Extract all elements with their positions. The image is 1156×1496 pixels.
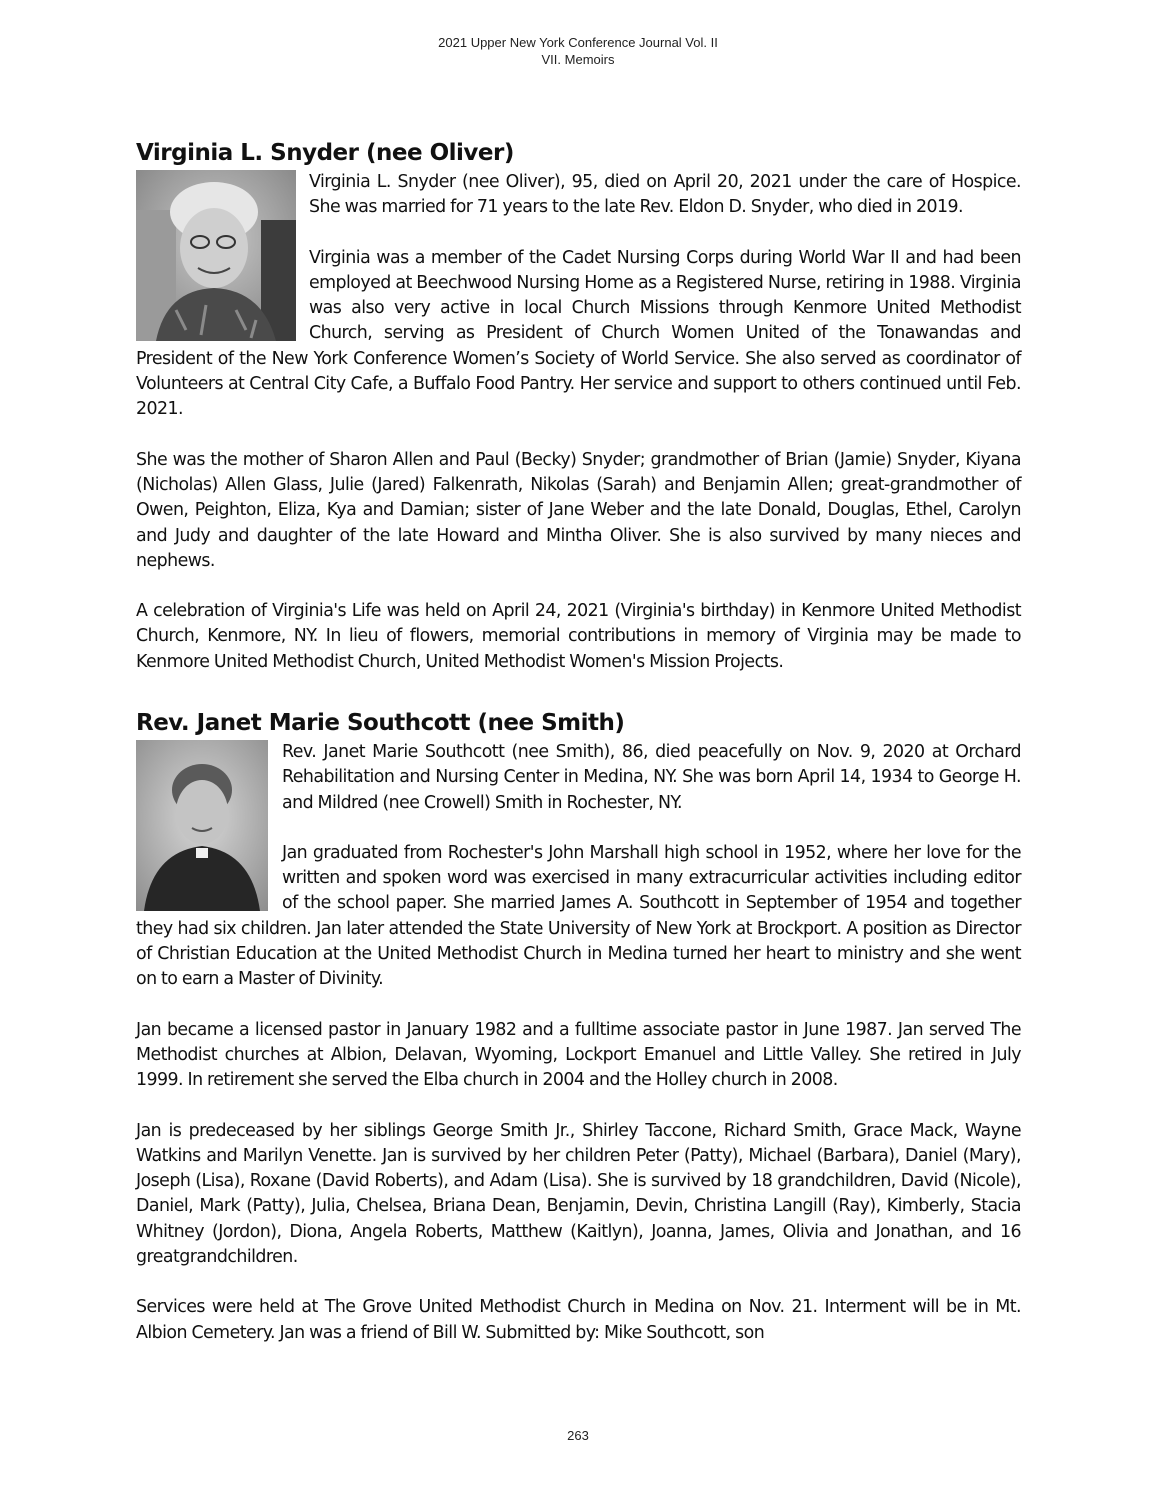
memoir-virginia-snyder (136, 138, 1021, 700)
memoir-paragraph: Virginia was a member of the Cadet Nursing Corps during World War II and had been employed at Beechwood Nursing Home as a Registered Nurse, retiring in 1988. Virginia was also very active in local Church Missions through Kenmore United Methodist Church, serving as President of Church Women United of the Tonawandas and President of the New York Conference Women’s Society of World Service. She also served as coordinator of Volunteers at Central City Cafe, a Buffalo Food Pantry. Her service and support to others continued until Feb. 2021. (136, 247, 1021, 420)
memoir-paragraph: She was the mother of Sharon Allen and Paul (Becky) Snyder; grandmother of Brian (Jamie) Snyder, Kiyana (Nicholas) Allen Glass, Julie (Jared) Falkenrath, Nikolas (Sarah) and Benjamin Allen; great-grandmother of Owen, Peighton, Eliza, Kya and Damian; sister of Jane Weber and the late Donald, Douglas, Ethel, Carolyn and Judy and daughter of the late Howard and Mintha Oliver. She is also survived by many nieces and nephews. (136, 449, 1021, 571)
section-title: VII. Memoirs (541, 52, 615, 67)
memoir-title: Rev. Janet Marie Southcott (nee Smith) (136, 710, 625, 736)
page-number: 263 (567, 1428, 589, 1443)
memoir-title: Virginia L. Snyder (nee Oliver) (136, 140, 514, 166)
memoir-paragraph: Services were held at The Grove United Methodist Church in Medina on Nov. 21. Interment will be in Mt. Albion Cemetery. Jan was a friend of Bill W. Submitted by: Mike Southcott, son (136, 1297, 1021, 1343)
memoir-paragraph: Virginia L. Snyder (nee Oliver), 95, died on April 20, 2021 under the care of Hospice. She was married for 71 years to the late Rev. Eldon D. Snyder, who died in 2019. (309, 172, 1021, 218)
memoir-paragraph: Jan became a licensed pastor in January 1982 and a fulltime associate pastor in June 1987. Jan served The Methodist churches at Albion, Delavan, Wyoming, Lockport Emanuel and Little Valley. She retired in July 1999. In retirement she served the Elba church in 2004 and the Holley church in 2008. (136, 1019, 1021, 1091)
portrait-photo (136, 740, 268, 911)
memoir-janet-southcott (136, 708, 1021, 1371)
page-header (0, 34, 1156, 68)
journal-title: 2021 Upper New York Conference Journal Vol. II (438, 35, 718, 50)
memoir-paragraph: A celebration of Virginia's Life was held on April 24, 2021 (Virginia's birthday) in Kenmore United Methodist Church, Kenmore, NY. In lieu of flowers, memorial contributions in memory of Virginia may be made to Kenmore United Methodist Church, United Methodist Women's Mission Projects. (136, 601, 1021, 672)
memoir-paragraph: Jan is predeceased by her siblings George Smith Jr., Shirley Taccone, Richard Smith, Grace Mack, Wayne Watkins and Marilyn Venette. Jan is survived by her children Peter (Patty), Michael (Barbara), Daniel (Mary), Joseph (Lisa), Roxane (David Roberts), and Adam (Lisa). She is survived by 18 grandchildren, David (Nicole), Daniel, Mark (Patty), Julia, Chelsea, Briana Dean, Benjamin, Devin, Christina Langill (Ray), Kimberly, Stacia Whitney (Jordon), Diona, Angela Roberts, Matthew (Kaitlyn), Joanna, James, Olivia and Jonathan, and 16 greatgrandchildren. (136, 1120, 1021, 1268)
portrait-photo (136, 170, 296, 341)
memoir-paragraph: Jan graduated from Rochester's John Marshall high school in 1952, where her love for the written and spoken word was exercised in many extracurricular activities including editor of the school paper. She married James A. Southcott in September of 1954 and together they had six children. Jan later attended the State University of New York at Brockport. A position as Director of Christian Education at the United Methodist Church in Medina turned her heart to ministry and she went on to earn a Master of Divinity. (136, 842, 1021, 990)
memoir-paragraph: Rev. Janet Marie Southcott (nee Smith), 86, died peacefully on Nov. 9, 2020 at Orchard Rehabilitation and Nursing Center in Medina, NY. She was born April 14, 1934 to George H. and Mildred (nee Crowell) Smith in Rochester, NY. (282, 742, 1021, 813)
